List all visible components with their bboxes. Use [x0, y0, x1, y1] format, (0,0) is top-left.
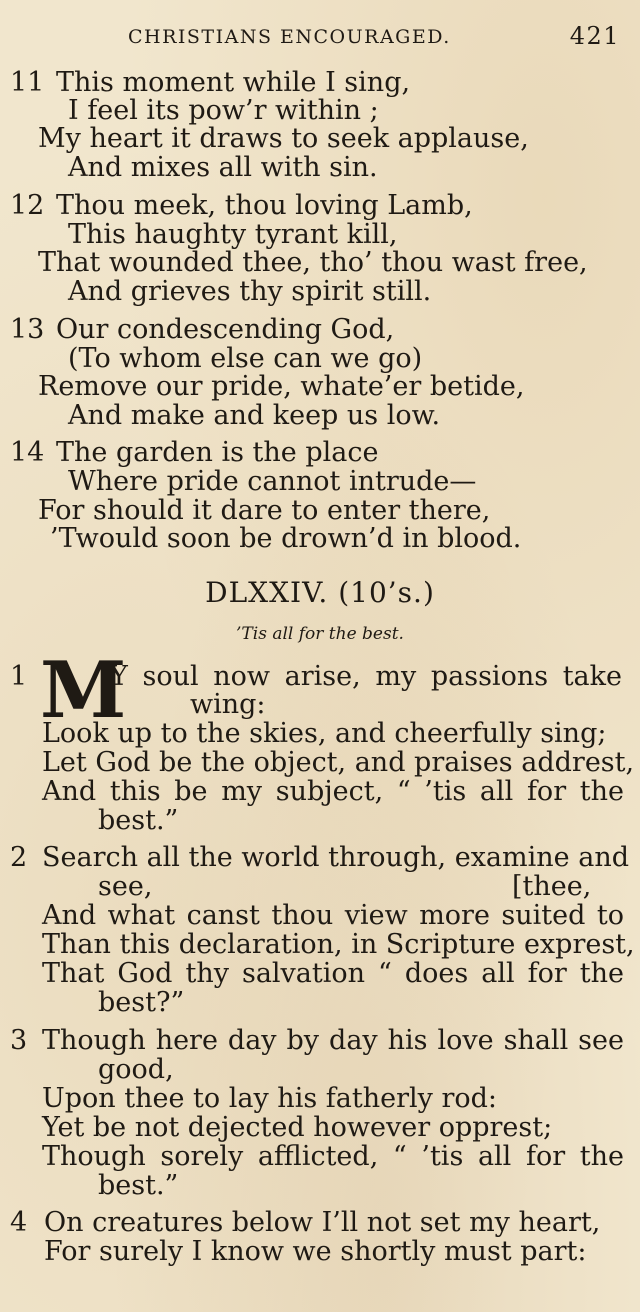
verse-line: Y soul now arise, my passions take	[110, 661, 622, 692]
verse-line: This haughty tyrant kill,	[68, 219, 398, 250]
verse-line: [thee,	[512, 871, 592, 902]
verse-number: 14	[10, 437, 45, 468]
verse-line: On creatures below I’ll not set my heart,	[44, 1207, 601, 1238]
verse-line: Search all the world through, examine and	[42, 842, 629, 873]
verse-line: The garden is the place	[56, 437, 379, 468]
verse-line: That wounded thee, tho’ thou wast free,	[38, 247, 588, 278]
verse-number: 4	[10, 1207, 28, 1238]
verse-line: ’Twould soon be drown’d in blood.	[50, 523, 522, 554]
verse-line: For should it dare to enter there,	[38, 495, 491, 526]
verse-line: wing:	[190, 689, 266, 720]
verse-line: Our condescending God,	[56, 314, 395, 345]
verse-line: good,	[98, 1054, 174, 1085]
verse-line: best.”	[98, 805, 179, 836]
verse-line: Though sorely afflicted, “ ’tis all for the	[42, 1141, 624, 1172]
verse-line: And grieves thy spirit still.	[68, 276, 432, 307]
verse-line: Let God be the object, and praises addrest,	[42, 747, 635, 778]
verse-line: Look up to the skies, and cheerfully sing;	[42, 718, 607, 749]
hymn-title: DLXXIV. (10’s.)	[205, 576, 435, 609]
verse-number: 3	[10, 1025, 28, 1056]
verse-line: And make and keep us low.	[68, 400, 441, 431]
verse-line: And mixes all with sin.	[68, 152, 378, 183]
running-head	[128, 22, 620, 54]
verse-number: 2	[10, 842, 28, 873]
verse-line: My heart it draws to seek applause,	[38, 123, 529, 154]
verse-line: Remove our pride, whate’er betide,	[38, 371, 525, 402]
verse-line: And what canst thou view more suited to	[42, 900, 624, 931]
verse-line: This moment while I sing,	[56, 67, 411, 98]
verse-number: 12	[10, 190, 45, 221]
verse-line: Where pride cannot intrude—	[68, 466, 477, 497]
verse-line: see,	[98, 871, 153, 902]
running-title: CHRISTIANS ENCOURAGED.	[128, 26, 451, 48]
verse-line: For surely I know we shortly must part:	[44, 1236, 587, 1267]
verse-line: best?”	[98, 987, 185, 1018]
verse-line: Though here day by day his love shall see	[42, 1025, 624, 1056]
verse-number: 11	[10, 67, 45, 98]
page-number: 421	[569, 22, 620, 50]
verse-line: That God thy salvation “ does all for the	[42, 958, 624, 989]
verse-line: Than this declaration, in Scripture exprest,	[42, 929, 635, 960]
verse-number: 1	[10, 661, 28, 692]
verse-line: I feel its pow’r within ;	[68, 95, 379, 126]
verse-line: Upon thee to lay his fatherly rod:	[42, 1083, 497, 1114]
hymn-subtitle: ’Tis all for the best.	[236, 624, 404, 644]
verse-line: Yet be not dejected however opprest;	[42, 1112, 553, 1143]
verse-line: And this be my subject, “ ’tis all for the	[42, 776, 624, 807]
verse-line: best.”	[98, 1170, 179, 1201]
verse-line: (To whom else can we go)	[68, 343, 423, 374]
drop-cap: M	[40, 645, 127, 736]
verse-number: 13	[10, 314, 45, 345]
verse-line: Thou meek, thou loving Lamb,	[56, 190, 473, 221]
